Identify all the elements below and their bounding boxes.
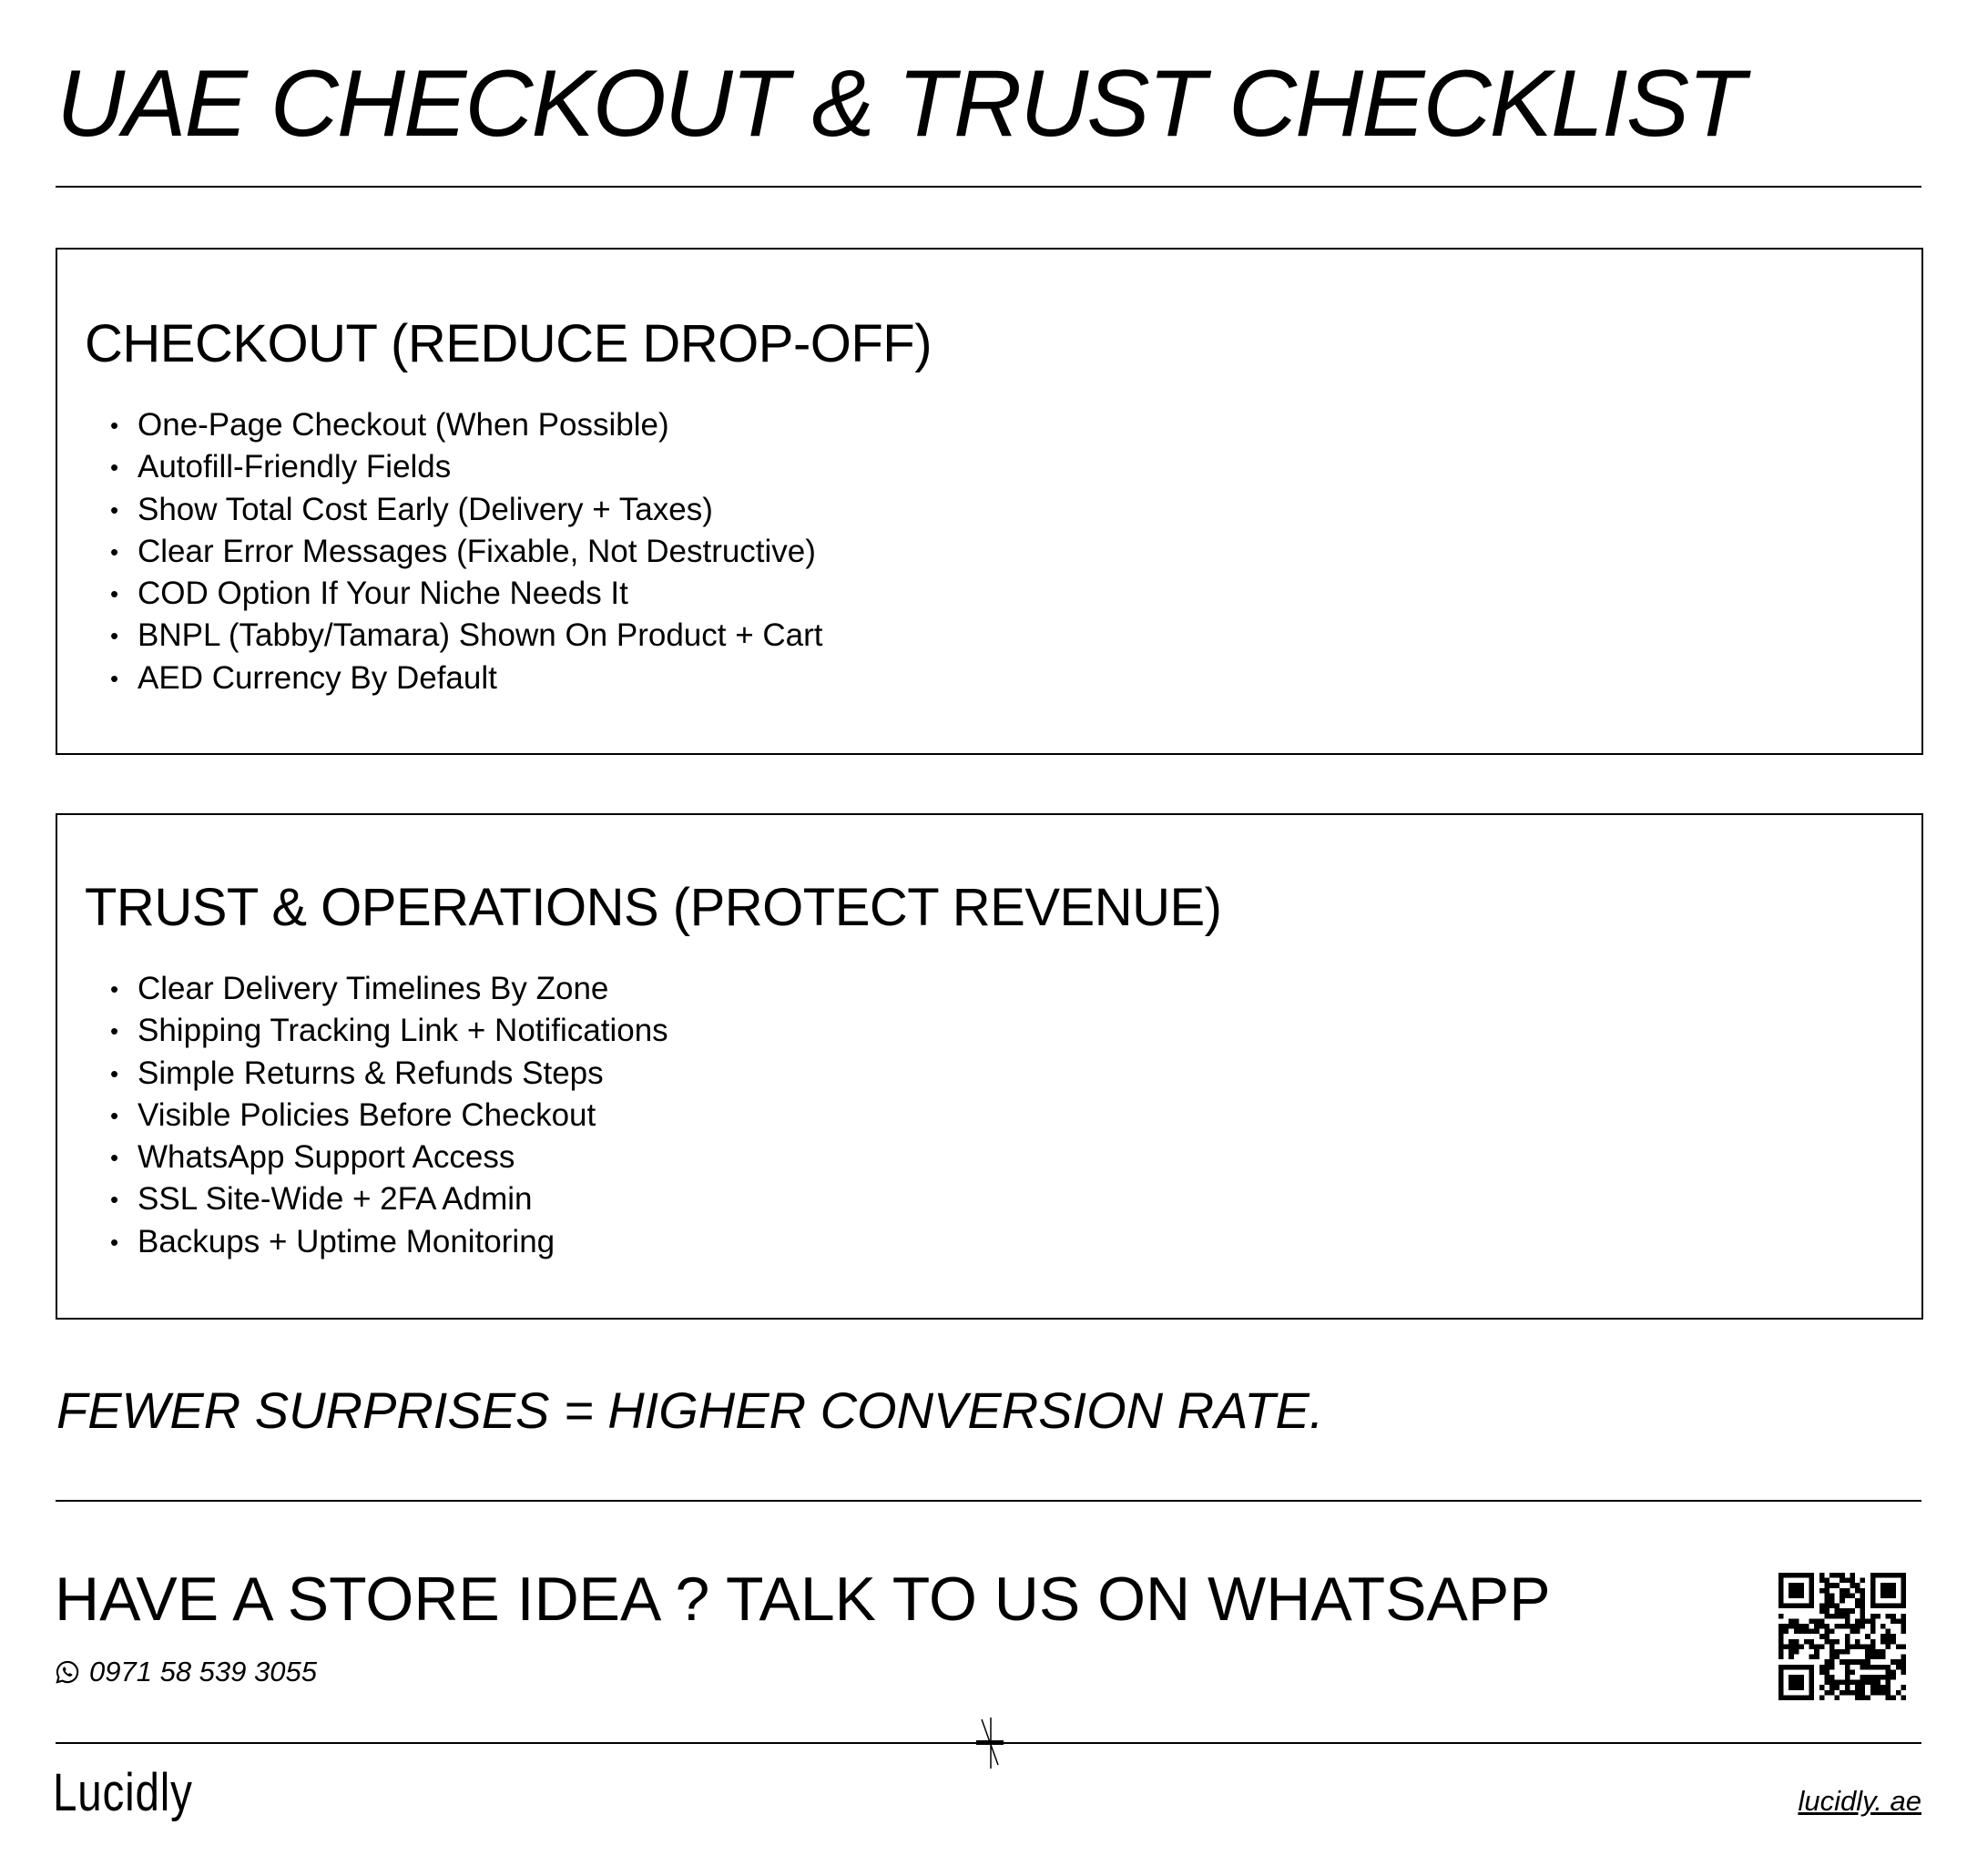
list-item bbox=[110, 1053, 668, 1095]
tagline: FEWER SURPRISES = HIGHER CONVERSION RATE. bbox=[56, 1382, 1324, 1439]
page-title: UAE CHECKOUT & TRUST CHECKLIST bbox=[56, 51, 1744, 157]
list-item bbox=[110, 1010, 668, 1052]
item-text: COD Option If Your Niche Needs It bbox=[138, 576, 628, 612]
list-item bbox=[110, 404, 823, 446]
bullet: • bbox=[110, 1144, 119, 1172]
checkout-section bbox=[56, 248, 1923, 755]
divider bbox=[56, 1500, 1921, 1502]
item-text: Shipping Tracking Link + Notifications bbox=[138, 1013, 668, 1049]
bullet: • bbox=[110, 412, 119, 439]
list-item bbox=[110, 658, 823, 699]
item-text: WhatsApp Support Access bbox=[138, 1139, 515, 1176]
bullet: • bbox=[110, 454, 119, 482]
list-item bbox=[110, 446, 823, 488]
crosshair-icon bbox=[965, 1718, 1016, 1769]
bullet: • bbox=[110, 537, 119, 566]
checklist bbox=[110, 404, 823, 699]
cta-heading: HAVE A STORE IDEA ? TALK TO US ON WHATSAPP bbox=[55, 1565, 1551, 1634]
bullet: • bbox=[110, 975, 119, 1003]
list-item bbox=[110, 968, 668, 1010]
item-text: Clear Delivery Timelines By Zone bbox=[138, 971, 609, 1006]
list-item bbox=[110, 531, 823, 573]
bullet: • bbox=[110, 1186, 119, 1214]
bullet: • bbox=[110, 1017, 119, 1045]
item-text: Show Total Cost Early (Delivery + Taxes) bbox=[138, 491, 713, 527]
phone-link[interactable] bbox=[55, 1656, 317, 1688]
bullet: • bbox=[110, 1228, 119, 1256]
trust-section bbox=[56, 813, 1923, 1320]
qr-code[interactable] bbox=[1778, 1573, 1906, 1700]
list-item bbox=[110, 573, 823, 615]
bullet: • bbox=[110, 622, 119, 650]
bullet: • bbox=[110, 1059, 119, 1087]
item-text: BNPL (Tabby/Tamara) Shown On Product + Cart bbox=[138, 617, 823, 654]
list-item bbox=[110, 489, 823, 531]
list-item bbox=[110, 1221, 668, 1263]
item-text: Visible Policies Before Checkout bbox=[138, 1096, 596, 1133]
item-text: AED Currency By Default bbox=[138, 659, 497, 696]
item-text: Clear Error Messages (Fixable, Not Destructive) bbox=[138, 533, 816, 569]
lucidly-logo: Lucidly bbox=[53, 1763, 193, 1822]
item-text: SSL Site-Wide + 2FA Admin bbox=[138, 1181, 533, 1218]
bullet: • bbox=[110, 1101, 119, 1129]
bullet: • bbox=[110, 664, 119, 692]
item-text: Autofill-Friendly Fields bbox=[138, 449, 452, 485]
list-item bbox=[110, 1137, 668, 1178]
whatsapp-icon bbox=[55, 1659, 80, 1685]
phone-number: 0971 58 539 3055 bbox=[89, 1656, 317, 1687]
item-text: Simple Returns & Refunds Steps bbox=[138, 1055, 604, 1091]
list-item bbox=[110, 1095, 668, 1137]
item-text: One-Page Checkout (When Possible) bbox=[138, 407, 669, 443]
checklist bbox=[110, 968, 668, 1263]
website-link[interactable]: lucidly. ae bbox=[1798, 1785, 1921, 1817]
divider bbox=[56, 186, 1921, 188]
bullet: • bbox=[110, 580, 119, 608]
bullet: • bbox=[110, 495, 119, 524]
list-item bbox=[110, 1178, 668, 1220]
section-heading: CHECKOUT (REDUCE DROP-OFF) bbox=[85, 314, 933, 373]
list-item bbox=[110, 615, 823, 657]
section-heading: TRUST & OPERATIONS (PROTECT REVENUE) bbox=[85, 878, 1222, 937]
item-text: Backups + Uptime Monitoring bbox=[138, 1223, 555, 1259]
